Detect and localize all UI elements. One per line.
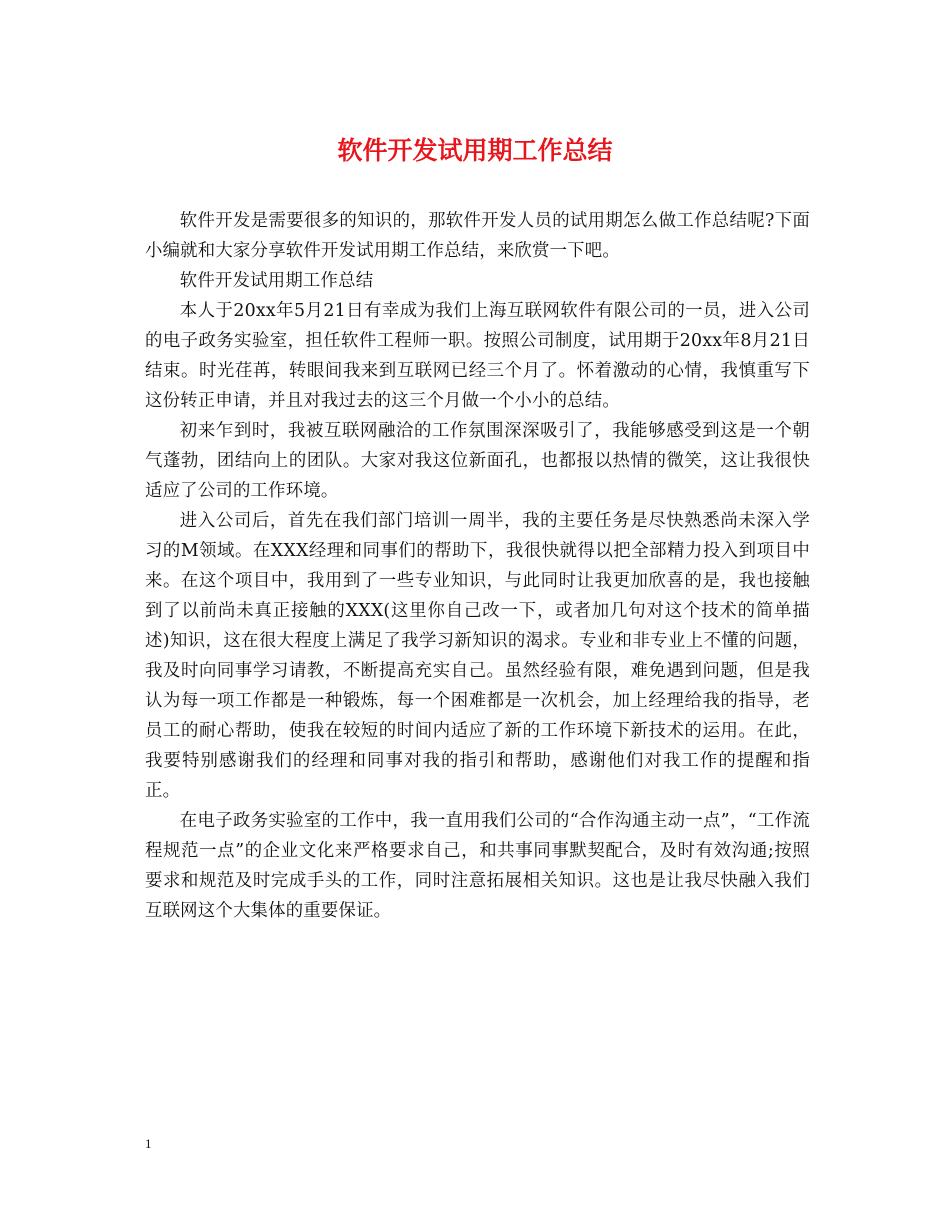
intro-paragraph: 软件开发是需要很多的知识的，那软件开发人员的试用期怎么做工作总结呢?下面小编就和大家分享软件开发试用期工作总结，来欣赏一下吧。	[145, 211, 810, 261]
paragraph-company-culture: 在电子政务实验室的工作中，我一直用我们公司的“合作沟通主动一点”，“工作流程规范一点”的企业文化来严格要求自己，和共事同事默契配合，及时有效沟通;按照要求和规范及时完成手头的工作，同时注意拓展相关知识。这也是让我尽快融入我们互联网这个大集体的重要保证。	[145, 811, 810, 921]
section-heading: 软件开发试用期工作总结	[179, 271, 374, 291]
paragraph-first-impressions: 初来乍到时，我被互联网融洽的工作氛围深深吸引了，我能够感受到这是一个朝气蓬勃，团结向上的团队。大家对我这位新面孔，也都报以热情的微笑，这让我很快适应了公司的工作环境。	[145, 421, 810, 501]
paragraph-introduction: 本人于20xx年5月21日有幸成为我们上海互联网软件有限公司的一员，进入公司的电子政务实验室，担任软件工程师一职。按照公司制度，试用期于20xx年8月21日结束。时光荏苒，转眼间我来到互联网已经三个月了。怀着激动的心情，我慎重写下这份转正申请，并且对我过去的这三个月做一个小小的总结。	[145, 301, 810, 411]
document-body	[145, 206, 810, 926]
page-number: 1	[145, 1136, 152, 1151]
document-title: 软件开发试用期工作总结	[337, 136, 613, 165]
paragraph-work-experience: 进入公司后，首先在我们部门培训一周半，我的主要任务是尽快熟悉尚未深入学习的M领域。在XXX经理和同事们的帮助下，我很快就得以把全部精力投入到项目中来。在这个项目中，我用到了一些专业知识，与此同时让我更加欣喜的是，我也接触到了以前尚未真正接触的XXX(这里你自己改一下，或者加几句对这个技术的简单描述)知识，这在很大程度上满足了我学习新知识的渴求。专业和非专业上不懂的问题，我及时向同事学习请教，不断提高充实自己。虽然经验有限，难免遇到问题，但是我认为每一项工作都是一种锻炼，每一个困难都是一次机会，加上经理给我的指导，老员工的耐心帮助，使我在较短的时间内适应了新的工作环境下新技术的运用。在此，我要特别感谢我们的经理和同事对我的指引和帮助，感谢他们对我工作的提醒和指正。	[145, 511, 810, 801]
